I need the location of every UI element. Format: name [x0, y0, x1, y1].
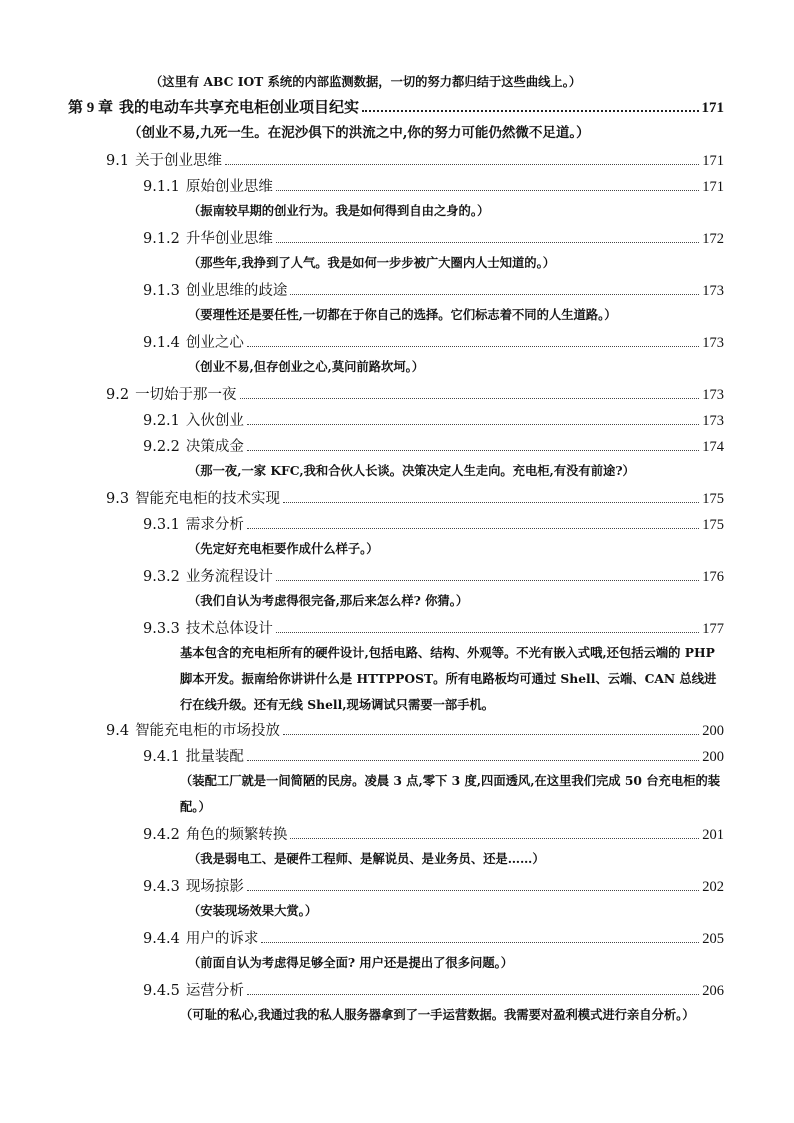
toc-entry-chapter-9[interactable] — [68, 96, 724, 117]
section-number: 9.3.2 — [143, 569, 180, 585]
section-number: 9.1.3 — [143, 283, 180, 299]
page-number: 173 — [702, 413, 724, 429]
page-number: 201 — [702, 827, 724, 843]
section-note: （创业不易,但存创业之心,莫问前路坎坷。） — [188, 359, 425, 374]
section-title: 原始创业思维 — [185, 179, 273, 195]
section-number: 9.1.2 — [143, 231, 180, 247]
section-number: 9.4 — [106, 723, 130, 739]
section-note: 基本包含的充电柜所有的硬件设计,包括电路、结构、外观等。不光有嵌入式哦,还包括云端的 PHP 脚本开发。振南给你讲讲什么是 HTTPPOST。所有电路板均可通过 Shell、云端、CAN 总线进行在线升级。还有无线 Shell,现场调试只需要一部手机。 — [180, 645, 717, 712]
section-title: 一切始于那一夜 — [135, 387, 237, 403]
page-number: 202 — [702, 879, 724, 895]
page-number: 175 — [702, 517, 724, 533]
toc-entry-9-4-5[interactable] — [143, 979, 724, 1000]
section-note: （那些年,我挣到了人气。我是如何一步步被广大圈内人士知道的。） — [188, 255, 556, 270]
section-note: （要理性还是要任性,一切都在于你自己的选择。它们标志着不同的人生道路。） — [188, 307, 617, 322]
dot-leader — [247, 449, 699, 451]
dot-leader — [225, 163, 699, 165]
dot-leader — [283, 501, 699, 503]
section-title: 创业思维的歧途 — [185, 283, 288, 299]
section-note: （我是弱电工、是硬件工程师、是解说员、是业务员、还是……） — [188, 851, 545, 866]
page-number: 173 — [702, 335, 724, 351]
section-number: 9.3 — [106, 491, 130, 507]
section-title: 智能充电柜的技术实现 — [135, 491, 281, 507]
page-number: 171 — [702, 153, 724, 169]
section-number: 9.4.1 — [143, 749, 180, 765]
page-number: 171 — [702, 179, 724, 195]
section-title: 业务流程设计 — [185, 569, 273, 585]
toc-entry-9-1-2[interactable] — [143, 227, 724, 248]
section-title: 决策成金 — [185, 439, 244, 455]
page-number: 173 — [702, 387, 724, 403]
section-number: 9.4.3 — [143, 879, 180, 895]
dot-leader — [247, 889, 699, 891]
dot-leader — [362, 109, 698, 112]
page-number: 173 — [702, 283, 724, 299]
page-number: 176 — [702, 569, 724, 585]
section-number: 9.3.1 — [143, 517, 180, 533]
section-note: （安装现场效果大赏。） — [188, 903, 318, 918]
section-note: （振南较早期的创业行为。我是如何得到自由之身的。） — [188, 203, 490, 218]
toc-entry-9-2-2[interactable] — [143, 435, 724, 456]
section-number: 9.2.2 — [143, 439, 180, 455]
section-number: 9.1 — [106, 153, 130, 169]
dot-leader — [240, 397, 700, 399]
dot-leader — [247, 345, 699, 347]
page-number: 174 — [702, 439, 724, 455]
page-number: 177 — [702, 621, 724, 637]
chapter-note: （创业不易,九死一生。在泥沙俱下的洪流之中,你的努力可能仍然微不足道。） — [128, 125, 590, 141]
dot-leader — [247, 527, 699, 529]
dot-leader — [283, 733, 699, 735]
page-number: 171 — [701, 100, 724, 116]
dot-leader — [247, 993, 699, 995]
section-number: 9.1.1 — [143, 179, 180, 195]
section-note: （先定好充电柜要作成什么样子。） — [188, 541, 379, 556]
section-title: 批量装配 — [185, 749, 244, 765]
dot-leader — [247, 759, 699, 761]
section-title: 智能充电柜的市场投放 — [135, 723, 281, 739]
section-number: 9.4.5 — [143, 983, 180, 999]
section-title: 角色的频繁转换 — [185, 827, 288, 843]
section-note: （可耻的私心,我通过我的私人服务器拿到了一手运营数据。我需要对盈利模式进行亲自分析。） — [180, 1007, 695, 1022]
dot-leader — [290, 837, 699, 839]
toc-entry-9-4[interactable] — [106, 719, 724, 740]
toc-entry-9-4-4[interactable] — [143, 927, 724, 948]
toc-entry-9-4-2[interactable] — [143, 823, 724, 844]
toc-entry-9-1[interactable] — [106, 149, 724, 170]
section-title: 用户的诉求 — [185, 931, 259, 947]
toc-entry-9-2[interactable] — [106, 383, 724, 404]
page-number: 200 — [702, 749, 724, 765]
section-note: （我们自认为考虑得很完备,那后来怎么样? 你猜。） — [188, 593, 469, 608]
section-number: 9.4.4 — [143, 931, 180, 947]
section-title: 升华创业思维 — [185, 231, 273, 247]
section-title: 运营分析 — [185, 983, 244, 999]
toc-entry-9-1-4[interactable] — [143, 331, 724, 352]
chapter-title: 我的电动车共享充电柜创业项目纪实 — [119, 100, 360, 116]
page-number: 200 — [702, 723, 724, 739]
section-title: 关于创业思维 — [135, 153, 223, 169]
section-note: （装配工厂就是一间简陋的民房。凌晨 3 点,零下 3 度,四面透风,在这里我们完成 50 台充电柜的装配。） — [180, 773, 721, 814]
section-number: 9.2 — [106, 387, 130, 403]
page-number: 206 — [702, 983, 724, 999]
section-number: 9.3.3 — [143, 621, 180, 637]
dot-leader — [276, 241, 699, 243]
section-title: 现场掠影 — [185, 879, 244, 895]
section-note: （那一夜,一家 KFC,我和合伙人长谈。决策决定人生走向。充电柜,有没有前途?） — [188, 463, 635, 478]
toc-entry-9-1-3[interactable] — [143, 279, 724, 300]
dot-leader — [276, 631, 699, 633]
toc-entry-9-3-3[interactable] — [143, 617, 724, 638]
page-number: 205 — [702, 931, 724, 947]
section-title: 创业之心 — [185, 335, 244, 351]
toc-entry-9-3-2[interactable] — [143, 565, 724, 586]
dot-leader — [276, 189, 699, 191]
chapter-number: 第 9 章 — [68, 100, 114, 116]
top-note: （这里有 ABC IOT 系统的内部监测数据，一切的努力都归结于这些曲线上。） — [150, 74, 582, 89]
dot-leader — [247, 423, 699, 425]
page-number: 175 — [702, 491, 724, 507]
section-number: 9.1.4 — [143, 335, 180, 351]
toc-entry-9-2-1[interactable] — [143, 409, 724, 430]
section-note: （前面自认为考虑得足够全面? 用户还是提出了很多问题。） — [188, 955, 514, 970]
toc-entry-9-3[interactable] — [106, 487, 724, 508]
page-number: 172 — [702, 231, 724, 247]
dot-leader — [290, 293, 699, 295]
section-number: 9.4.2 — [143, 827, 180, 843]
section-title: 需求分析 — [185, 517, 244, 533]
toc-entry-9-3-1[interactable] — [143, 513, 724, 534]
section-number: 9.2.1 — [143, 413, 180, 429]
dot-leader — [261, 941, 699, 943]
section-title: 技术总体设计 — [185, 621, 273, 637]
toc-entry-9-4-1[interactable] — [143, 745, 724, 766]
section-title: 入伙创业 — [185, 413, 244, 429]
toc-entry-9-4-3[interactable] — [143, 875, 724, 896]
toc-entry-9-1-1[interactable] — [143, 175, 724, 196]
dot-leader — [276, 579, 699, 581]
